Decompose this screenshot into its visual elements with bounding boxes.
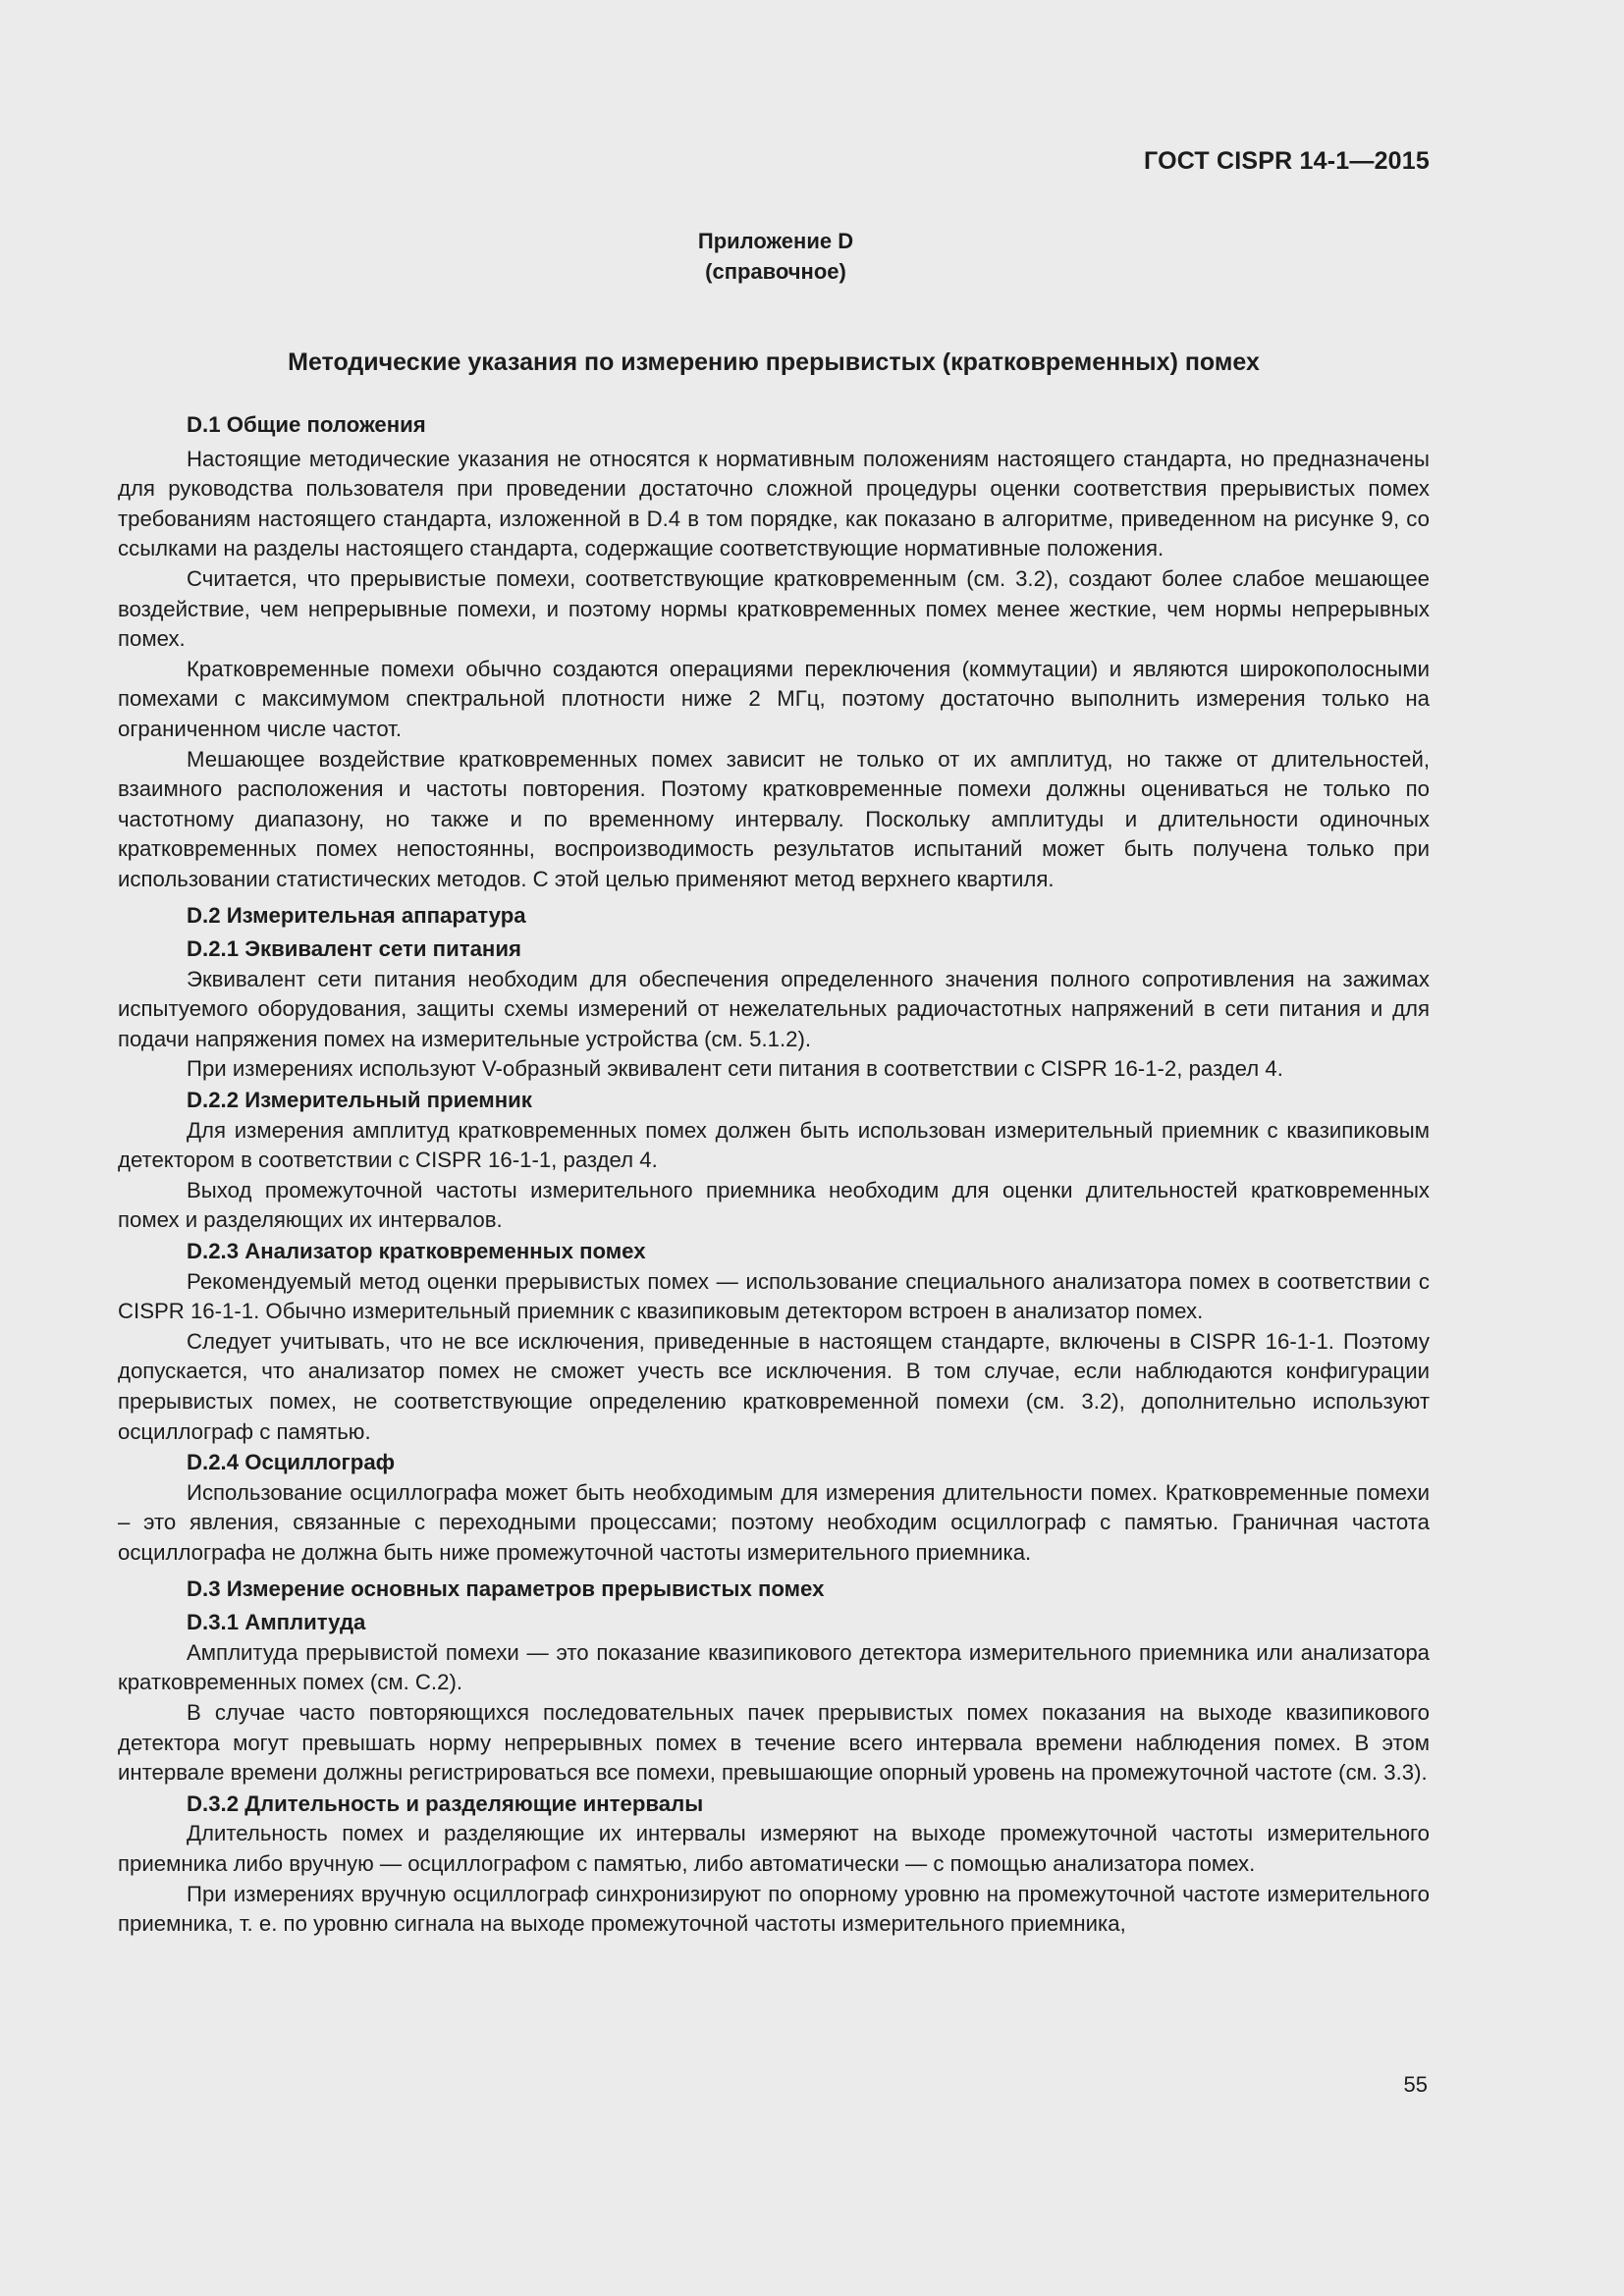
paragraph: Эквивалент сети питания необходим для обеспечения определенного значения полного сопротивления на зажимах испытуемого оборудования, защиты схемы измерений от нежелательных радиочастотных напряжений в сети питания и для подачи напряжения помех на измерительные устройства (см. 5.1.2). <box>118 966 1430 1051</box>
section-heading-d3: D.3 Измерение основных параметров прерывистых помех <box>187 1575 825 1601</box>
appendix-heading <box>0 226 1551 287</box>
subsection-heading-d32: D.3.2 Длительность и разделяющие интервалы <box>187 1790 704 1816</box>
subsection-heading-d23: D.2.3 Анализатор кратковременных помех <box>187 1239 646 1264</box>
page-number: 55 <box>1403 2072 1428 2097</box>
appendix-title: Методические указания по измерению прерывистых (кратковременных) помех <box>288 348 1260 376</box>
section-heading-d2: D.2 Измерительная аппаратура <box>187 902 526 928</box>
paragraph: Настоящие методические указания не относятся к нормативным положениям настоящего стандарта, но предназначены для руководства пользователя при проведении достаточно сложной процедуры оценки соответствия прерывистых помех требованиям настоящего стандарта, изложенной в D.4 в том порядке, как показано в алгоритме, приведенном на рисунке 9, со ссылками на разделы настоящего стандарта, содержащие соответствующие нормативные положения. <box>118 446 1430 561</box>
paragraph: Амплитуда прерывистой помехи — это показание квазипикового детектора измерительного приемника или анализатора кратковременных помех (см. С.2). <box>118 1639 1430 1695</box>
paragraph: Рекомендуемый метод оценки прерывистых помех — использование специального анализатора помех в соответствии с CISPR 16-1-1. Обычно измерительный приемник с квазипиковым детектором встроен в анализатор помех. <box>118 1268 1430 1324</box>
subsection-heading-d21: D.2.1 Эквивалент сети питания <box>187 936 521 962</box>
subsection-heading-d22: D.2.2 Измерительный приемник <box>187 1088 532 1113</box>
paragraph: При измерениях вручную осциллограф синхронизируют по опорному уровню на промежуточной частоте измерительного приемника, т. е. по уровню сигнала на выходе промежуточной частоты измерительного приемника, <box>118 1881 1430 1937</box>
paragraph: В случае часто повторяющихся последовательных пачек прерывистых помех показания на выходе квазипикового детектора могут превышать норму непрерывных помех в течение всего интервала времени наблюдения помех. В этом интервале времени должны регистрироваться все помехи, превышающие опорный уровень на промежуточной частоте (см. 3.3). <box>118 1699 1430 1786</box>
paragraph: Длительность помех и разделяющие их интервалы измеряют на выходе промежуточной частоты измерительного приемника либо вручную — осциллографом с памятью, либо автоматически — с помощью анализатора помех. <box>118 1821 1430 1876</box>
appendix-label: Приложение D <box>697 229 854 253</box>
subsection-heading-d31: D.3.1 Амплитуда <box>187 1610 366 1635</box>
paragraph: Для измерения амплитуд кратковременных помех должен быть использован измерительный приемник с квазипиковым детектором в соответствии с CISPR 16-1-1, раздел 4. <box>118 1117 1430 1173</box>
paragraph: Кратковременные помехи обычно создаются операциями переключения (коммутации) и являются широкополосными помехами с максимумом спектральной плотности ниже 2 МГц, поэтому достаточно выполнить измерения только на ограниченном числе частот. <box>118 656 1430 741</box>
document-code-header: ГОСТ CISPR 14-1—2015 <box>1144 147 1430 175</box>
paragraph: Считается, что прерывистые помехи, соответствующие кратковременным (см. 3.2), создают более слабое мешающее воздействие, чем непрерывные помехи, и поэтому нормы кратковременных помех менее жесткие, чем нормы непрерывных помех. <box>118 565 1430 652</box>
paragraph: Мешающее воздействие кратковременных помех зависит не только от их амплитуд, но также от длительностей, взаимного расположения и частоты повторения. Поэтому кратковременные помехи должны оцениваться не только по частотному диапазону, но также и по временному интервалу. Поскольку амплитуды и длительности одиночных кратковременных помех непостоянны, воспроизводимость результатов испытаний может быть получена только при использовании статистических методов. С этой целью применяют метод верхнего квартиля. <box>118 746 1430 891</box>
paragraph: При измерениях используют V-образный эквивалент сети питания в соответствии с CISPR 16-1-2, раздел 4. <box>187 1056 1283 1082</box>
section-heading-d1: D.1 Общие положения <box>187 412 426 437</box>
paragraph: Использование осциллографа может быть необходимым для измерения длительности помех. Кратковременные помехи – это явления, связанные с переходными процессами; поэтому необходим осциллограф с памятью. Граничная частота осциллографа не должна быть ниже промежуточной частоты измерительного приемника. <box>118 1479 1430 1565</box>
document-body <box>118 410 1430 1940</box>
subsection-heading-d24: D.2.4 Осциллограф <box>187 1450 396 1475</box>
appendix-type: (справочное) <box>705 259 846 284</box>
paragraph: Выход промежуточной частоты измерительного приемника необходим для оценки длительностей кратковременных помех и разделяющих их интервалов. <box>118 1177 1430 1233</box>
paragraph: Следует учитывать, что не все исключения, приведенные в настоящем стандарте, включены в CISPR 16-1-1. Поэтому допускается, что анализатор помех не сможет учесть все исключения. В том случае, если наблюдаются конфигурации прерывистых помех, не соответствующие определению кратковременной помехи (см. 3.2), дополнительно используют осциллограф с памятью. <box>118 1328 1430 1444</box>
